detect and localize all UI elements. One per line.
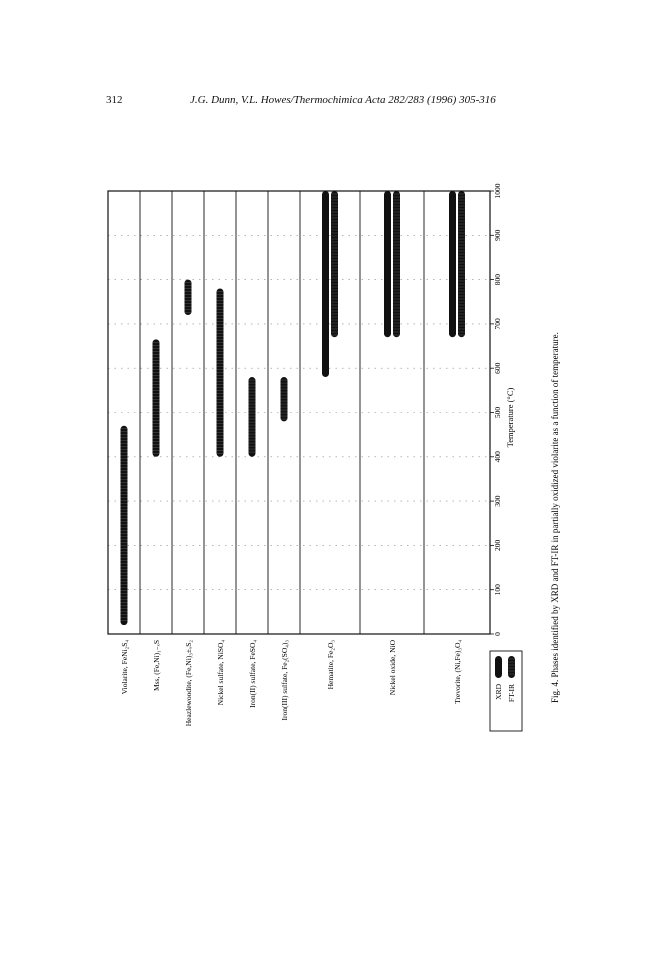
legend-label-xrd: XRD xyxy=(494,684,503,700)
tick-label: 700 xyxy=(493,318,502,330)
plot-frame xyxy=(108,191,490,634)
row-label: Mss, (Fe,Ni)₁₋ₓS xyxy=(152,640,161,692)
tick-label: 300 xyxy=(493,495,502,507)
row-label: Violarite, FeNi₂S₄ xyxy=(120,640,129,695)
plot-area xyxy=(108,183,560,731)
tick-label: 200 xyxy=(493,539,502,552)
xrd-bar xyxy=(384,191,391,337)
row-label: Iron(III) sulfate, Fe₂(SO₄)₃ xyxy=(280,640,289,721)
page-number: 312 xyxy=(106,94,123,106)
legend-swatch-xrd xyxy=(495,656,502,678)
tick-label: 1000 xyxy=(493,183,502,199)
row-label: Hematite, Fe₂O₃ xyxy=(326,640,335,690)
ftir-bar xyxy=(281,377,288,421)
tick-label: 600 xyxy=(493,362,502,374)
row-label: Iron(II) sulfate, FeSO₄ xyxy=(248,640,257,708)
tick-label: 100 xyxy=(493,584,502,596)
axis-title: Temperature (°C) xyxy=(505,387,515,448)
tick-label: 500 xyxy=(493,406,502,419)
row-label: Nickel oxide, NiO xyxy=(388,640,397,696)
ftir-bar xyxy=(331,191,338,337)
tick-label: 800 xyxy=(493,273,502,286)
tick-label: 400 xyxy=(493,451,502,463)
figure-caption: Fig. 4. Phases identified by XRD and FT-IR in partially oxidized violarite as a function of temperature. xyxy=(550,332,560,703)
ftir-bar xyxy=(393,191,400,337)
row-label: Heazlewoodite, (Fe,Ni)₃±ₓS₂ xyxy=(184,640,193,727)
row-label: Nickel sulfate, NiSO₄ xyxy=(216,640,225,706)
row-label: Trevorite, (Ni,Fe)₃O₄ xyxy=(453,640,462,704)
running-header-citation: J.G. Dunn, V.L. Howes/Thermochimica Acta 282/283 (1996) 305-316 xyxy=(190,94,496,106)
xrd-bar xyxy=(449,191,456,337)
legend-swatch-ftir xyxy=(508,656,515,678)
ftir-bar xyxy=(153,339,160,456)
legend-label-ftir: FT-IR xyxy=(507,684,516,703)
tick-label: 900 xyxy=(493,229,502,241)
ftir-bar xyxy=(458,191,465,337)
xrd-bar xyxy=(322,191,329,377)
tick-label: 0 xyxy=(493,632,502,636)
